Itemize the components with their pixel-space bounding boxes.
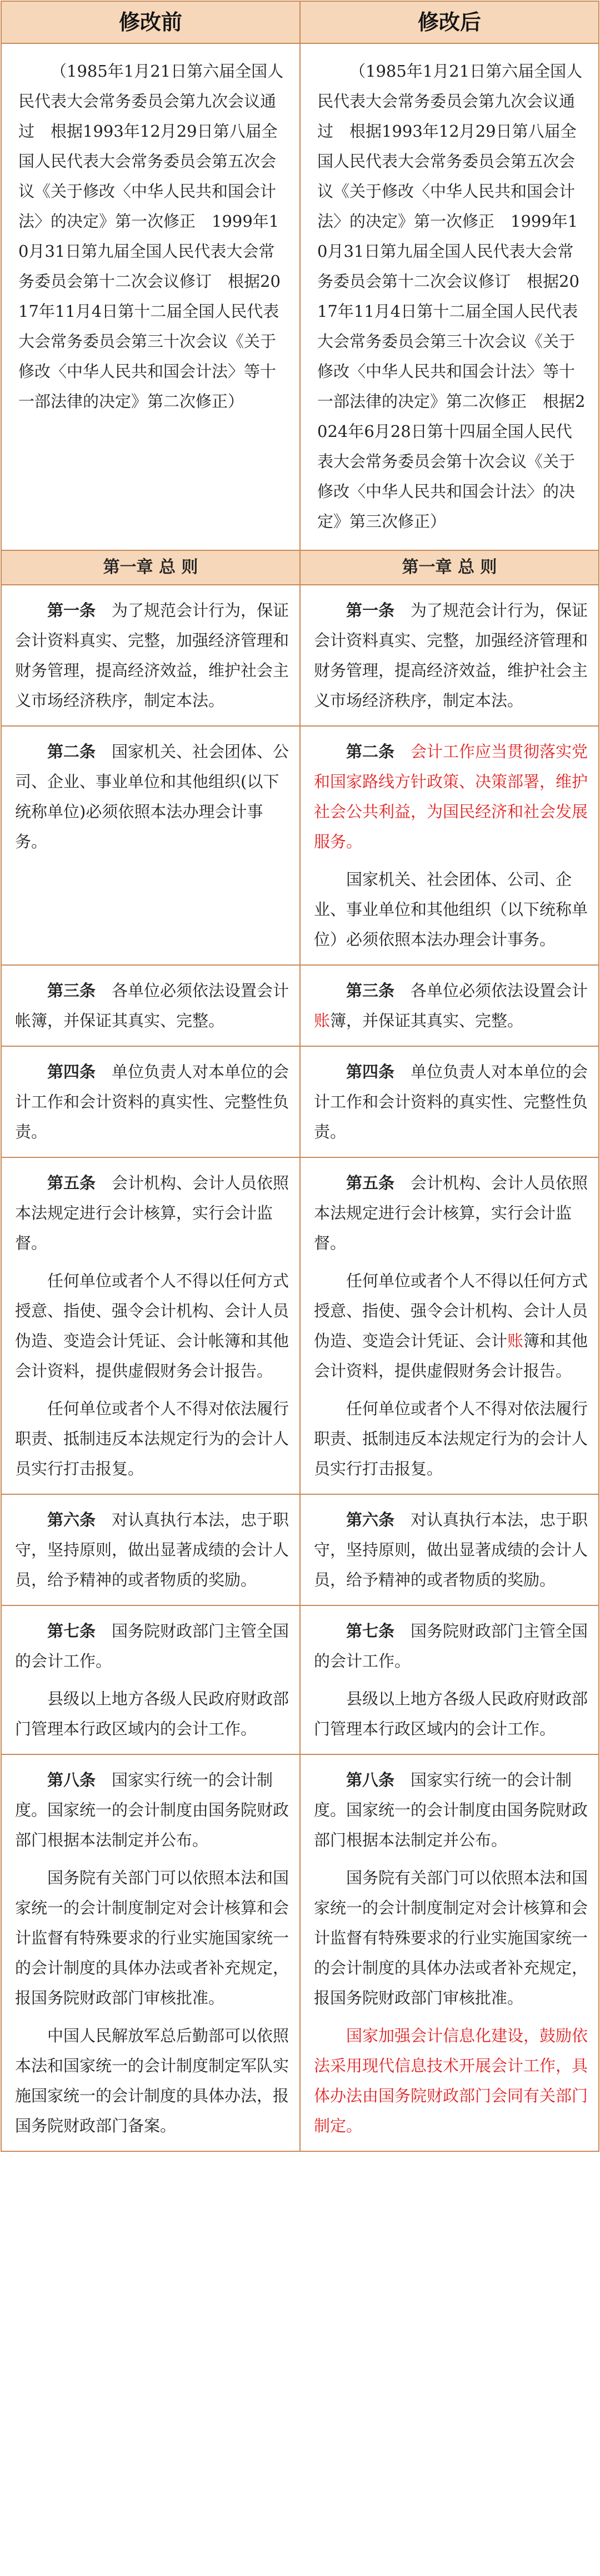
preface-after [300,43,599,550]
article-8-after [300,1754,599,2151]
article-text: 簿和其他会计资料，提供虚假财务会计报告。 [314,1331,588,1380]
article-text: 县级以上地方各级人民政府财政部门管理本行政区域内的会计工作。 [314,1689,588,1738]
article-label: 第四条 [346,1062,395,1081]
article-8-before [1,1754,300,2151]
article-label: 第六条 [346,1510,395,1529]
article-text: 为了规范会计行为，保证会计资料真实、完整，加强经济管理和财务管理，提高经济效益，维护社会主义市场经济秩序，制定本法。 [314,601,588,710]
article-text: 任何单位或者个人不得对依法履行职责、抵制违反本法规定行为的会计人员实行打击报复。 [15,1399,289,1478]
article-text: 国家实行统一的会计制度。国家统一的会计制度由国务院财政部门根据本法制定并公布。 [314,1771,588,1849]
amended-text: 账 [507,1331,524,1350]
article-4-before [1,1046,300,1157]
article-text: 国家实行统一的会计制度。国家统一的会计制度由国务院财政部门根据本法制定并公布。 [15,1771,289,1849]
article-row-3 [1,965,599,1046]
article-label: 第五条 [47,1173,96,1192]
article-text: 中国人民解放军总后勤部可以依照本法和国家统一的会计制度制定军队实施国家统一的会计制度的具体办法，报国务院财政部门备案。 [15,2026,289,2135]
article-2-before [1,726,300,965]
article-row-6 [1,1494,599,1605]
article-row-2 [1,726,599,965]
article-1-before [1,585,300,726]
article-text: 单位负责人对本单位的会计工作和会计资料的真实性、完整性负责。 [15,1062,289,1141]
article-5-before [1,1157,300,1494]
article-row-1 [1,585,599,726]
article-7-after [300,1605,599,1754]
article-2-after [300,726,599,965]
article-4-after [300,1046,599,1157]
article-label: 第四条 [47,1062,96,1081]
article-7-before [1,1605,300,1754]
chapter-row [1,550,599,585]
header-row [1,1,599,43]
article-label: 第七条 [47,1622,96,1640]
article-text: 国务院有关部门可以依照本法和国家统一的会计制度制定对会计核算和会计监督有特殊要求的行业实施国家统一的会计制度的具体办法或者补充规定，报国务院财政部门审核批准。 [15,1868,289,2007]
article-3-before [1,965,300,1046]
article-text: 簿，并保证其真实、完整。 [330,1011,524,1030]
amended-text: 会计工作应当贯彻落实党和国家路线方针政策、决策部署，维护社会公共利益，为国民经济和社会发展服务。 [314,742,588,851]
article-label: 第七条 [346,1622,395,1640]
article-6-after [300,1494,599,1605]
article-text: 国务院财政部门主管全国的会计工作。 [15,1622,289,1670]
amended-text: 国家加强会计信息化建设，鼓励依法采用现代信息技术开展会计工作，具体办法由国务院财政部门会同有关部门制定。 [314,2026,588,2135]
article-label: 第八条 [47,1771,96,1789]
chapter-title-before: 第一章 总 则 [1,550,300,585]
article-label: 第一条 [47,601,96,620]
article-text: 任何单位或者个人不得以任何方式授意、指使、强令会计机构、会计人员伪造、变造会计凭证、会计帐簿和其他会计资料，提供虚假财务会计报告。 [15,1271,289,1380]
preface-after-text: （1985年1月21日第六届全国人民代表大会常务委员会第九次会议通过 根据1993年12月29日第八届全国人民代表大会常务委员会第五次会议《关于修改〈中华人民共和国会计法〉的决定》第一次修正 1999年10月31日第九届全国人民代表大会常务委员会第十二次会议修订 根据2017年11月4日第十二届全国人民代表大会常务委员会第三十次会议《关于修改〈中华人民共和国会计法〉等十一部法律的决定》第二次修正 根据2024年6月28日第十四届全国人民代表大会常务委员会第十次会议《关于修改〈中华人民共和国会计法〉的决定》第三次修正） [317,62,586,531]
article-text: 县级以上地方各级人民政府财政部门管理本行政区域内的会计工作。 [15,1689,289,1738]
article-label: 第二条 [47,742,96,761]
article-label: 第六条 [47,1510,96,1529]
article-row-8 [1,1754,599,2151]
article-text: 各单位必须依法设置会计 [411,981,588,1000]
article-text: 对认真执行本法，忠于职守，坚持原则，做出显著成绩的会计人员，给予精神的或者物质的奖励。 [15,1510,289,1589]
article-text: 为了规范会计行为，保证会计资料真实、完整，加强经济管理和财务管理，提高经济效益，维护社会主义市场经济秩序，制定本法。 [15,601,289,710]
article-text: 任何单位或者个人不得对依法履行职责、抵制违反本法规定行为的会计人员实行打击报复。 [314,1399,588,1478]
article-6-before [1,1494,300,1605]
article-1-after [300,585,599,726]
article-text: 国务院财政部门主管全国的会计工作。 [314,1622,588,1670]
amended-text: 账 [314,1011,331,1030]
article-label: 第三条 [346,981,395,1000]
article-text: 国务院有关部门可以依照本法和国家统一的会计制度制定对会计核算和会计监督有特殊要求的行业实施国家统一的会计制度的具体办法或者补充规定，报国务院财政部门审核批准。 [314,1868,588,2007]
article-text: 对认真执行本法，忠于职守，坚持原则，做出显著成绩的会计人员，给予精神的或者物质的奖励。 [314,1510,588,1589]
header-before: 修改前 [1,1,300,43]
article-label: 第五条 [346,1173,395,1192]
article-row-7 [1,1605,599,1754]
article-3-after [300,965,599,1046]
article-text: 单位负责人对本单位的会计工作和会计资料的真实性、完整性负责。 [314,1062,588,1141]
preface-before-text: （1985年1月21日第六届全国人民代表大会常务委员会第九次会议通过 根据1993年12月29日第八届全国人民代表大会常务委员会第五次会议《关于修改〈中华人民共和国会计法〉的决定》第一次修正 1999年10月31日第九届全国人民代表大会常务委员会第十二次会议修订 根据2017年11月4日第十二届全国人民代表大会常务委员会第三十次会议《关于修改〈中华人民共和国会计法〉等十一部法律的决定》第二次修正） [18,62,284,411]
article-row-5 [1,1157,599,1494]
article-text: 各单位必须依法设置会计帐簿，并保证其真实、完整。 [15,981,289,1030]
chapter-title-after: 第一章 总 则 [300,550,599,585]
article-label: 第三条 [47,981,96,1000]
article-5-after [300,1157,599,1494]
article-text: 国家机关、社会团体、公司、企业、事业单位和其他组织(以下统称单位)必须依照本法办理会计事务。 [15,742,289,851]
article-label: 第八条 [346,1771,395,1789]
preface-row [1,43,599,550]
header-after: 修改后 [300,1,599,43]
article-text: 国家机关、社会团体、公司、企业、事业单位和其他组织（以下统称单位）必须依照本法办理会计事务。 [314,870,588,949]
article-text: 会计机构、会计人员依照本法规定进行会计核算，实行会计监督。 [314,1173,588,1252]
article-text: 任何单位或者个人不得以任何方式授意、指使、强令会计机构、会计人员伪造、变造会计凭证、会计 [314,1271,588,1350]
article-row-4 [1,1046,599,1157]
article-label: 第二条 [346,742,395,761]
article-label: 第一条 [346,601,395,620]
comparison-table [1,1,599,2152]
preface-before [1,43,300,550]
article-text: 会计机构、会计人员依照本法规定进行会计核算，实行会计监督。 [15,1173,289,1252]
